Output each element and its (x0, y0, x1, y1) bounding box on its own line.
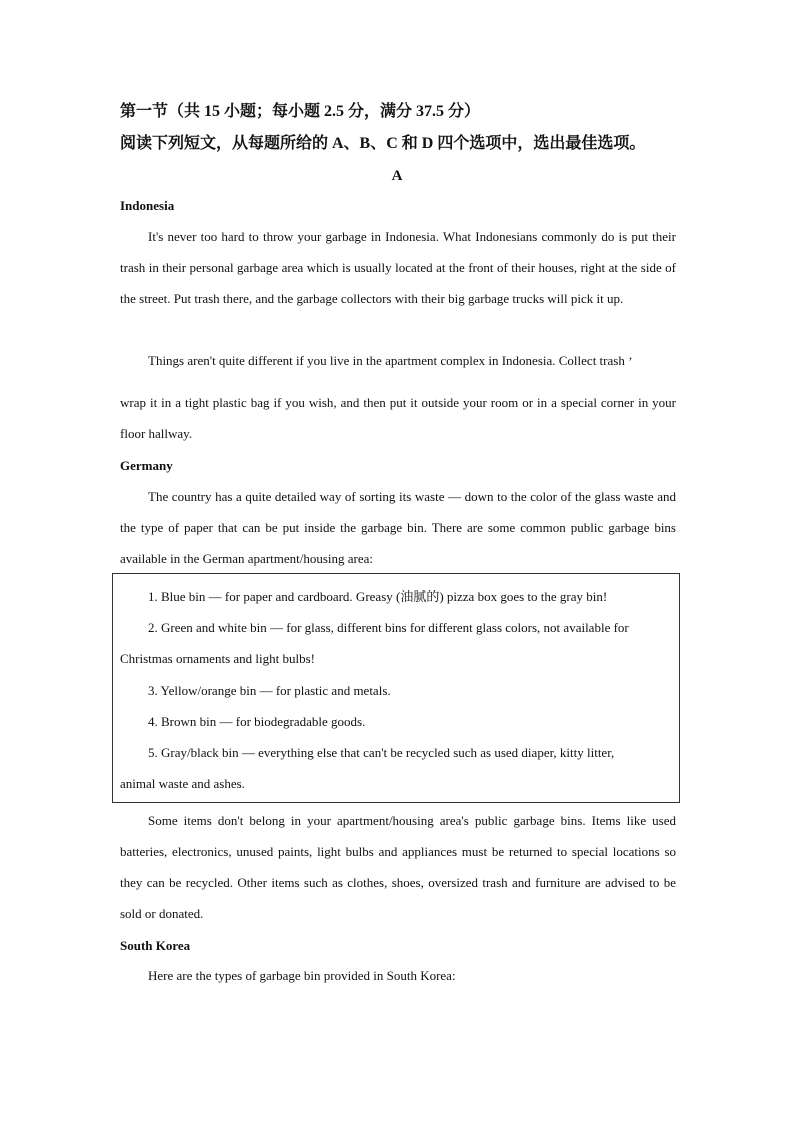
indonesia-paragraph-2-line-1 (120, 345, 676, 376)
indonesia-paragraph-2-comma: , (628, 347, 633, 362)
indonesia-paragraph-1 (120, 221, 676, 314)
section-title-germany: Germany (120, 458, 173, 473)
bin-item-2-line-2: Christmas ornaments and light bulbs! (120, 651, 315, 666)
bins-list-box (112, 573, 680, 803)
germany-paragraph-2 (120, 805, 676, 929)
indonesia-paragraph-2-rest: wrap it in a tight plastic bag if you wish, and then put it outside your room or in a special corner in your floor hallway. (120, 395, 676, 441)
bin-item-3: 3. Yellow/orange bin — for plastic and metals. (148, 683, 391, 698)
bin-item-5-line-1: 5. Gray/black bin — everything else that can't be recycled such as used diaper, kitty litter, (148, 745, 615, 760)
south-korea-paragraph-1 (120, 960, 676, 991)
germany-paragraph-1-text: The country has a quite detailed way of sorting its waste — down to the color of the glass waste and the type of paper that can be put inside the garbage bin. There are some common public garbage bins available in the German apartment/housing area: (120, 489, 676, 566)
bin-item-1: 1. Blue bin — for paper and cardboard. Greasy (油腻的) pizza box goes to the gray bin! (148, 589, 608, 604)
section-title-south-korea: South Korea (120, 938, 191, 953)
section-title-indonesia: Indonesia (120, 198, 175, 213)
instruction-heading: 阅读下列短文，从每题所给的 A、B、C 和 D 四个选项中，选出最佳选项。 (120, 135, 646, 152)
bin-item-2-line-1: 2. Green and white bin — for glass, different bins for different glass colors, not available for (148, 620, 629, 635)
bin-item-5-line-2: animal waste and ashes. (120, 776, 245, 791)
germany-paragraph-2-text: Some items don't belong in your apartment/housing area's public garbage bins. Items like used batteries, electronics, unused paints, light bulbs and appliances must be returned to special locations so they can be recycled. Other items such as clothes, shoes, oversized trash and furniture are advised to be sold or donated. (120, 813, 676, 921)
bin-item-4: 4. Brown bin — for biodegradable goods. (148, 714, 366, 729)
south-korea-paragraph-1-text: Here are the types of garbage bin provided in South Korea: (148, 968, 456, 983)
indonesia-paragraph-2-first-line: Things aren't quite different if you live in the apartment complex in Indonesia. Collect trash (148, 353, 625, 368)
indonesia-paragraph-1-text: It's never too hard to throw your garbage in Indonesia. What Indonesians commonly do is put their trash in their personal garbage area which is usually located at the front of their houses, right at the side of the street. Put trash there, and the garbage collectors with their big garbage trucks will pick it up. (120, 229, 676, 306)
germany-paragraph-1 (120, 481, 676, 574)
passage-letter: A (391, 168, 403, 184)
section-heading: 第一节（共 15 小题；每小题 2.5 分，满分 37.5 分） (120, 103, 481, 120)
